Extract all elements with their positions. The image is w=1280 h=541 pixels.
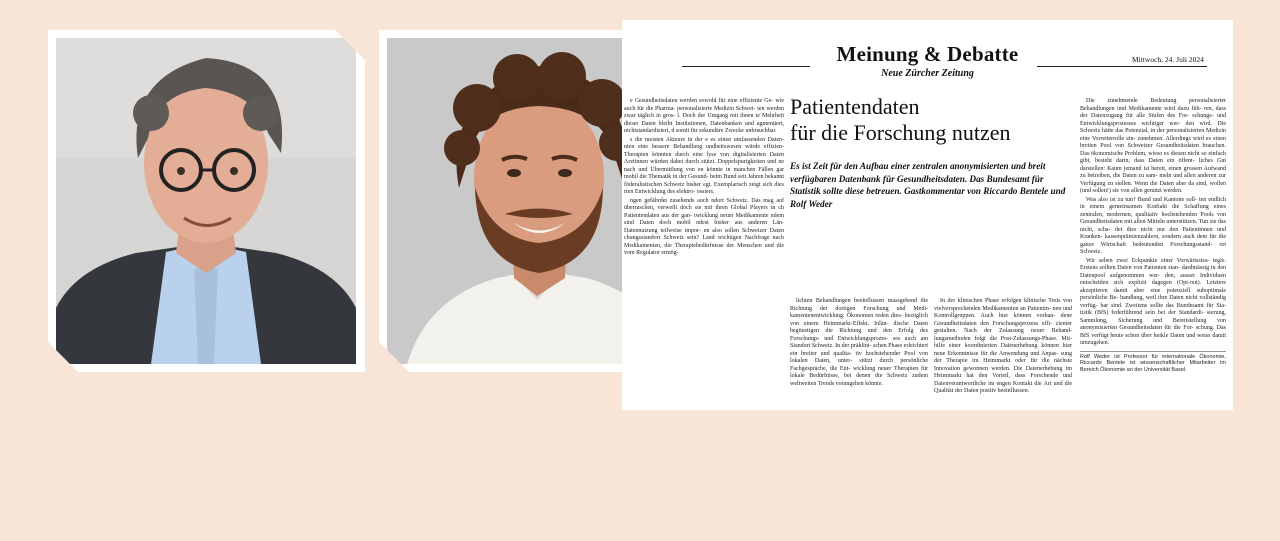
newspaper-name: Neue Zürcher Zeitung (881, 68, 974, 79)
headline (790, 94, 1070, 146)
photo-rolf-weder (48, 30, 365, 372)
article-column-middle (790, 298, 928, 389)
article-column-left (624, 98, 784, 259)
article-column-middle-2 (934, 298, 1072, 397)
masthead-rule-left (682, 66, 810, 67)
paragraph: s die meisten Akteure in der e es einen umfassenden Daten- nten eine bessere Behandlung undheitswesen würde effizien- Therapien könnten durch eine lyse von digitalisierten Daten Arztinnen würden dabei durch stützt. Doppelspurigkeiten und ne nach und Übermittlung von en könnte in manchen Fällen gar mobil die Thematik in der Gesund- beim Bund seit Jahren bekannt föderalistischen Schweiz bisher egt. Exemplarisch zeigt sich dies rten Entwicklung des elektro- ossiers. (624, 136, 784, 195)
paragraph: lichten Behandlungen beeinflussen massgebend die Richtung der dortigen Forschung und Medi- kamentenentwicklung. Ökonomen reden dies- bezüglich von einem Heimmarkt-Effekt. Inlän- dische Daten begünstigen die Richtung und den Erfolg des Forschungs- und Entwicklungsprozes- ses auch am Standort Schweiz. In der präklini- schen Phase erleichtert ein breiter und qualita- tiv hochstehender Pool von lokalen Daten, unter- stützt durch persönliche Fachgespräche, die Ent- wicklung neuer Therapien für lokale Bedürfnisse, bei denen die Schweiz zudem weltweiten Trends vorangehen könnte. (790, 298, 928, 387)
paragraph: Wir sehen zwei Eckpunkte einer Vorwärtsstra- tegie. Erstens sollten Daten von Patienten stan- dardmässig in den Datenpool aufgenommen wer- den, ausser Individuen entscheiden sich explizit dagegen (Opt-out). Letztere akzeptieren damit aber eine potenziell suboptimale persönliche Be- handlung, weil ihre Daten nicht vollständig verfüg- bar sind. Zweitens sollte das Bundesamt für Sta- tistik (BfS) federführend sein bei der Standardi- sierung, Sammlung, Sicherung und Bereitstellung von anonymisierten Gesundheitsdaten für die For- schung. Das BfS verfügt heute schon über heikle Daten und weiss damit umzugehen. (1080, 257, 1226, 346)
headline-line-1: Patientendaten (790, 94, 920, 119)
paragraph: ngen gefährdet zusehends auch ndort Schweiz. Das mag auf überraschen, verweilt doch sie mit ihren Global Players in ch Patientendaten aus der gan- twicklung neuer Medikamente ndem sind Daten doch mobil ndest bisher aus anderen Län- Datennutzung teilweise impor- en also sollen Schweizer Daten chungsstandort Schweiz sein? Land wichtigen Nachfrage nach Medikamenten, die Therapiebedürfnisse der Menschen und die vom Regulator ermög- (624, 197, 784, 256)
article-column-right (1080, 98, 1226, 375)
newspaper-page (622, 20, 1233, 410)
section-title: Meinung & Debatte (836, 42, 1019, 66)
paragraph: Die zunehmende Bedeutung personalisierter Behandlungen und Medikamente wird dazu füh- ren, dass der Datenzugang für alle Stufen des For- schungs- und Entwicklungsprozesses wichtiger wer- den wird. Die Schweiz hätte das Potenzial, in der personalisierten Medizin eine Vorreiterrolle ein- zunehmen. Allerdings wird es einen breiten Pool von Schweizer Gesundheitsdaten brauchen. Das ökonomische Problem, wieso es diesen nicht so einfach gibt, besteht darin, dass Daten ein öffent- liches Gut darstellen: Kaum jemand ist bereit, einen grossen Aufwand zu betreiben, die Daten zu sam- meln und allen anderen zur Verfügung zu stellen. Wenn die Daten aber da sind, wollen (und sollen!) sie von allen genutzt werden. (1080, 98, 1226, 194)
issue-date: Mittwoch, 24. Juli 2024 (1132, 55, 1204, 64)
subheadline: Es ist Zeit für den Aufbau einer zentralen anonymisierten und breit verfügbaren Datenbank für Gesundheitsdaten. Das Bundesamt für Statistik sollte diese betreuen. Gastkommentar von Riccardo Bentele und Rolf Weder (790, 161, 1066, 209)
paragraph: e Gesundheitsdaten werden sowohl für eine effiziente Ge- wie auch für die Pharma- personalisierte Medizin Schwei- ten werden zwar täglich in gros- l. Doch der Umgang mit ihnen ie Mehrheit dieser Daten bleibt Institutionen, Datenbanken und agmentiert, nichtstandardisiert, d somit für sekundäre Zwecke unbrauchbar. (624, 98, 784, 134)
portrait-older-man (56, 38, 356, 364)
paragraph: Was also ist zu tun? Bund und Kantone soll- ten endlich in einem gemeinsamen Kraftakt die Schaffung eines zentralen, modernen, qualitativ hochstehenden Pools von Gesundheitsdaten mit allen Mitteln unterstützen. Tun sie das nicht, scha- det dies nicht nur den Patientinnen und Kranken- kassenprämienzahlern, sondern auch dem für die ganze Wirtschaft bedeutenden Forschungsstand- ort Schweiz. (1080, 196, 1226, 255)
masthead-rule-right (1037, 66, 1207, 67)
author-note: Rolf Weder ist Professor für internationale Ökonomie, Riccardo Bentele ist wissenschaftlicher Mitarbeiter im Bereich Ökonomie an der Universität Basel. (1080, 351, 1226, 374)
paragraph: In der klinischen Phase erfolgen klinische Tests von vielversprechenden Medikamenten an Patientin- nen und Kontrollgruppen. Auch hier können vorhan- dene Gesundheitsdaten den Forschungsprozess effi- zienter gestalten. Nach der Zulassung neuer Behand- lungsmethoden folgt die Post-Zulassungs-Phase. Mit- hilfe einer koordinierten Datenerhebung können hier neue Erkenntnisse für die Anwendung und Anpas- sung der Therapie im Heimmarkt oder für die nächste Innovation gewonnen werden. Die Datenerhebung im Heimmarkt hat den Vorteil, dass Forschende und Datenverantwortliche im engen Kontakt die Art und die Qualität der Daten positiv beeinflussen. (934, 298, 1072, 394)
headline-line-2: für die Forschung nutzen (790, 120, 1011, 145)
